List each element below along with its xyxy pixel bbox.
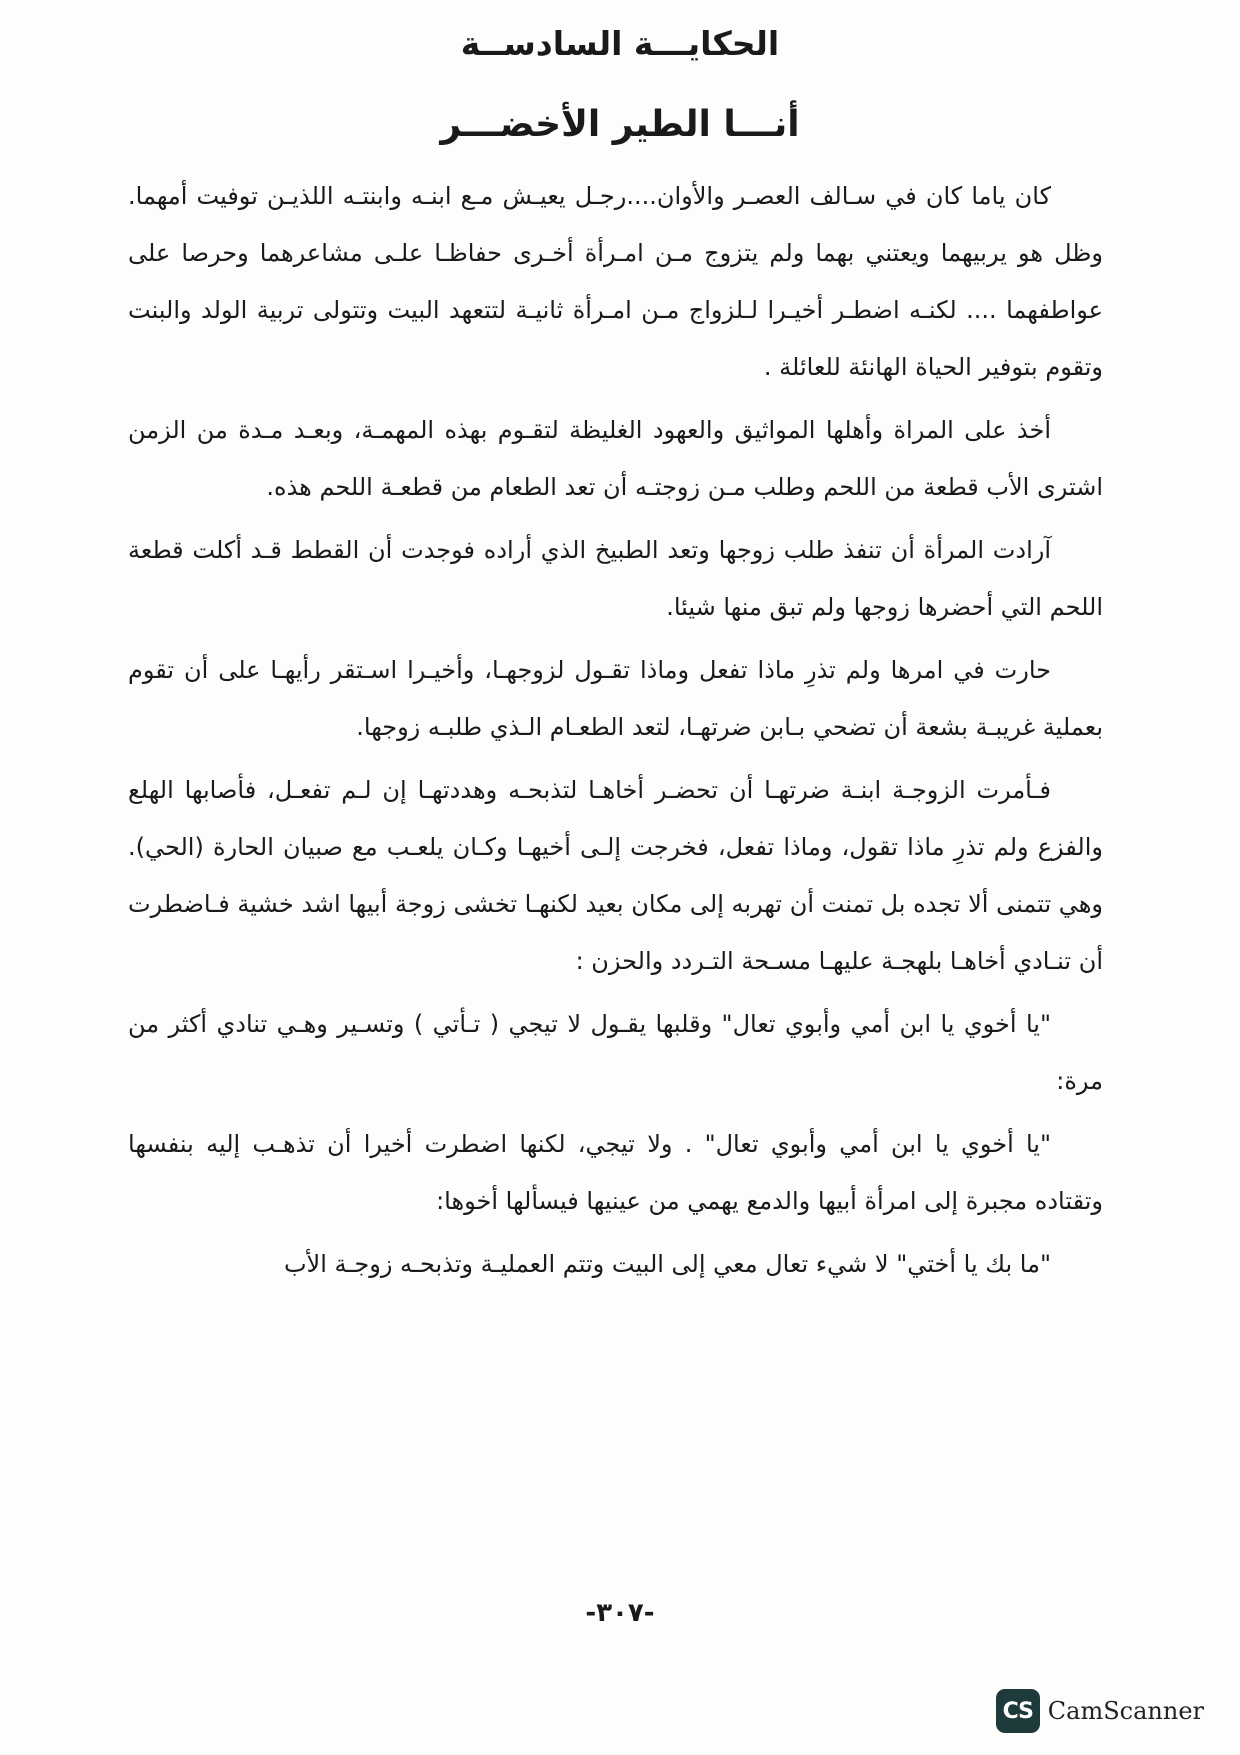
body-text [128, 168, 1103, 1299]
paragraph: "ما بك يا أختي" لا شيء تعال معي إلى البيت وتتم العمليـة وتذبحـه زوجـة الأب [283, 1250, 1051, 1278]
camscanner-brand: CamScanner [1047, 1697, 1204, 1725]
camscanner-watermark [996, 1689, 1204, 1733]
chapter-title: الحكايـــة السادســة [460, 24, 780, 63]
paragraph: آرادت المرأة أن تنفذ طلب زوجها وتعد الطبيخ الذي أراده فوجدت أن القطط قـد أكلت قطعة اللحم التي أحضرها زوجها ولم تبق منها شيئا. [128, 536, 1103, 621]
paragraph: أخذ على المراة وأهلها المواثيق والعهود الغليظة لتقـوم بهذه المهمـة، وبعـد مـدة من الزمن اشترى الأب قطعة من اللحم وطلب مـن زوجتـه أن تعد الطعام من قطعـة اللحم هذه. [128, 416, 1103, 501]
camscanner-logo-icon: CS [996, 1689, 1040, 1733]
paragraph: فـأمرت الزوجـة ابنـة ضرتهـا أن تحضـر أخاهـا لتذبحـه وهددتهـا إن لـم تفعـل، فأصابها الهلع والفزع ولم تذرِ ماذا تقول، وماذا تفعل، فخرجت إلـى أخيهـا وكـان يلعـب مع صبيان الحارة (الحي). وهي تتمنى ألا تجده بل تمنت أن تهربه إلى مكان بعيد لكنهـا تخشى زوجة أبيها اشد خشية فـاضطرت أن تنـادي أخاهـا بلهجـة عليهـا مسـحة التـردد والحزن : [128, 776, 1103, 975]
paragraph: كان ياما كان في سـالف العصـر والأوان....رجـل يعيـش مـع ابنـه وابنتـه اللذيـن توفيت أمهما. وظل هو يربيهما ويعتني بهما ولم يتزوج مـن امـرأة أخـرى حفاظـا علـى مشاعرهما وحرصا على عواطفهما .... لكنـه اضطـر أخيـرا لـلزواج مـن امـرأة ثانيـة لتتعهد البيت وتتولى تربية الولد والبنت وتقوم بتوفير الحياة الهانئة للعائلة . [128, 182, 1103, 381]
story-title: أنـــا الطير الأخضـــر [440, 104, 800, 145]
page-number: -٣٠٧- [585, 1598, 655, 1628]
paragraph: "يا أخوي يا ابن أمي وأبوي تعال" . ولا تيجي، لكنها اضطرت أخيرا أن تذهـب إليه بنفسها وتقتاده مجبرة إلى امرأة أبيها والدمع يهمي من عينيها فيسألها أخوها: [128, 1130, 1103, 1215]
paragraph: "يا أخوي يا ابن أمي وأبوي تعال" وقلبها يقـول لا تيجي ( تـأتي ) وتسـير وهـي تنادي أكثر من مرة: [128, 1010, 1103, 1095]
paragraph: حارت في امرها ولم تذرِ ماذا تفعل وماذا تقـول لزوجهـا، وأخيـرا اسـتقر رأيهـا على أن تقوم بعملية غريبـة بشعة أن تضحي بـابن ضرتهـا، لتعد الطعـام الـذي طلبـه زوجها. [128, 656, 1103, 741]
